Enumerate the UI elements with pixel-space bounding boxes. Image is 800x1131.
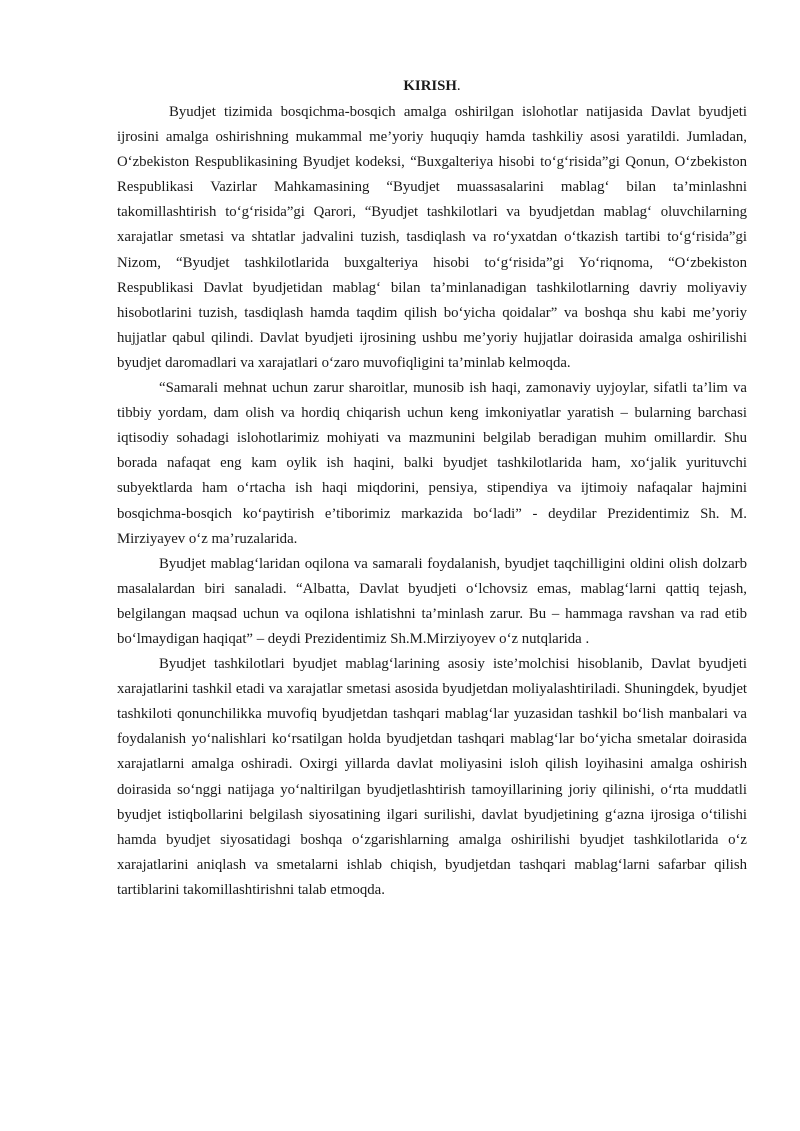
paragraph-1: Byudjet tizimida bosqichma-bosqich amalga oshirilgan islohotlar natijasida Davlat byudjeti ijrosini amalga oshirishning mukammal me’yoriy huquqiy hamda tashkiliy asosi yaratildi. Jumladan, O‘zbekiston Respublikasining Byudjet kodeksi, “Buxgalteriya hisobi to‘g‘risida”gi Qonun, O‘zbekiston Respublikasi Vazirlar Mahkamasining “Byudjet muassasalarini mablag‘ bilan ta’minlashni takomillashtirish to‘g‘risida”gi Qarori, “Byudjet tashkilotlari va byudjetdan mablag‘ oluvchilarning xarajatlar smetasi va shtatlar jadvalini tuzish, tasdiqlash va ro‘yxatdan o‘tkazish tartibi to‘g‘risida”gi Nizom, “Byudjet tashkilotlarida buxgalteriya hisobi to‘g‘risida”gi Yo‘riqnoma, “O‘zbekiston Respublikasi Davlat byudjetidan mablag‘ bilan ta’minlanadigan tashkilotlarning davriy moliyaviy hisobotlarini tuzish, tasdiqlash hamda taqdim qilish bo‘yicha qoidalar” va boshqa shu kabi me’yoriy hujjatlar qabul qilindi. Davlat byudjeti ijrosining ushbu me’yoriy hujjatlar doirasida amalga oshirilishi byudjet daromadlari va xarajatlari o‘zaro muvofiqligini ta’minlab kelmoqda. (117, 104, 747, 371)
title-text: KIRISH (403, 78, 457, 94)
document-page (117, 74, 747, 903)
page-title (117, 74, 747, 99)
paragraph-3: Byudjet mablag‘laridan oqilona va samarali foydalanish, byudjet taqchilligini oldini olish dolzarb masalalardan biri sanaladi. “Albatta, Davlat byudjeti o‘lchovsiz emas, mablag‘larni qattiq tejash, belgilangan maqsad uchun va oqilona ishlatishni ta’minlash zarur. Bu – hammaga ravshan va rad etib bo‘lmaydigan haqiqat” – deydi Prezidentimiz Sh.M.Mirziyoyev o‘z nutqlarida . (117, 555, 747, 647)
paragraph-2: “Samarali mehnat uchun zarur sharoitlar, munosib ish haqi, zamonaviy uyjoylar, sifatli ta’lim va tibbiy yordam, dam olish va hordiq chiqarish uchun keng imkoniyatlar yaratish – bularning barchasi iqtisodiy sohadagi islohotlarimiz mohiyati va mazmunini belgilab beradigan muhim omillardir. Shu borada nafaqat eng kam oylik ish haqini, balki byudjet tashkilotlarida ham, xo‘jalik yurituvchi subyektlarda ham o‘rtacha ish haqi miqdorini, pensiya, stipendiya va ijtimoiy nafaqalar hajmini bosqichma-bosqich ko‘paytirish e’tiborimiz markazida bo‘ladi” - deydilar Prezidentimiz Sh. M. Mirziyayev o‘z ma’ruzalarida. (117, 380, 747, 547)
paragraph-4: Byudjet tashkilotlari byudjet mablag‘larining asosiy iste’molchisi hisoblanib, Davlat byudjeti xarajatlarini tashkil etadi va xarajatlar smetasi asosida byudjetdan moliyalashtiriladi. Shuningdek, byudjet tashkiloti qonunchilikka muvofiq byudjetdan tashqari mablag‘lar yuzasidan tashkil bo‘lish manbalari va foydalanish yo‘nalishlari ko‘rsatilgan holda byudjetdan tashqari mablag‘lar bo‘yicha smetalar doirasida xarajatlarni amalga oshiradi. Oxirgi yillarda davlat moliyasini isloh qilish loyihasini amalga oshirish doirasida so‘nggi natijaga yo‘naltirilgan byudjetlashtirish tamoyillarining joriy qilinishi, o‘rta muddatli byudjet istiqbollarini belgilash siyosatining ilgari surilishi, davlat byudjetining g‘azna ijrosiga o‘tilishi hamda byudjet siyosatidagi boshqa o‘zgarishlarning amalga oshirilishi byudjet tashkilotlarida o‘z xarajatlarini aniqlash va smetalarni ishlab chiqish, byudjetdan tashqari mablag‘larni safarbar qilish tartiblarini takomillashtirishni talab etmoqda. (117, 656, 747, 898)
title-period: . (456, 78, 461, 94)
